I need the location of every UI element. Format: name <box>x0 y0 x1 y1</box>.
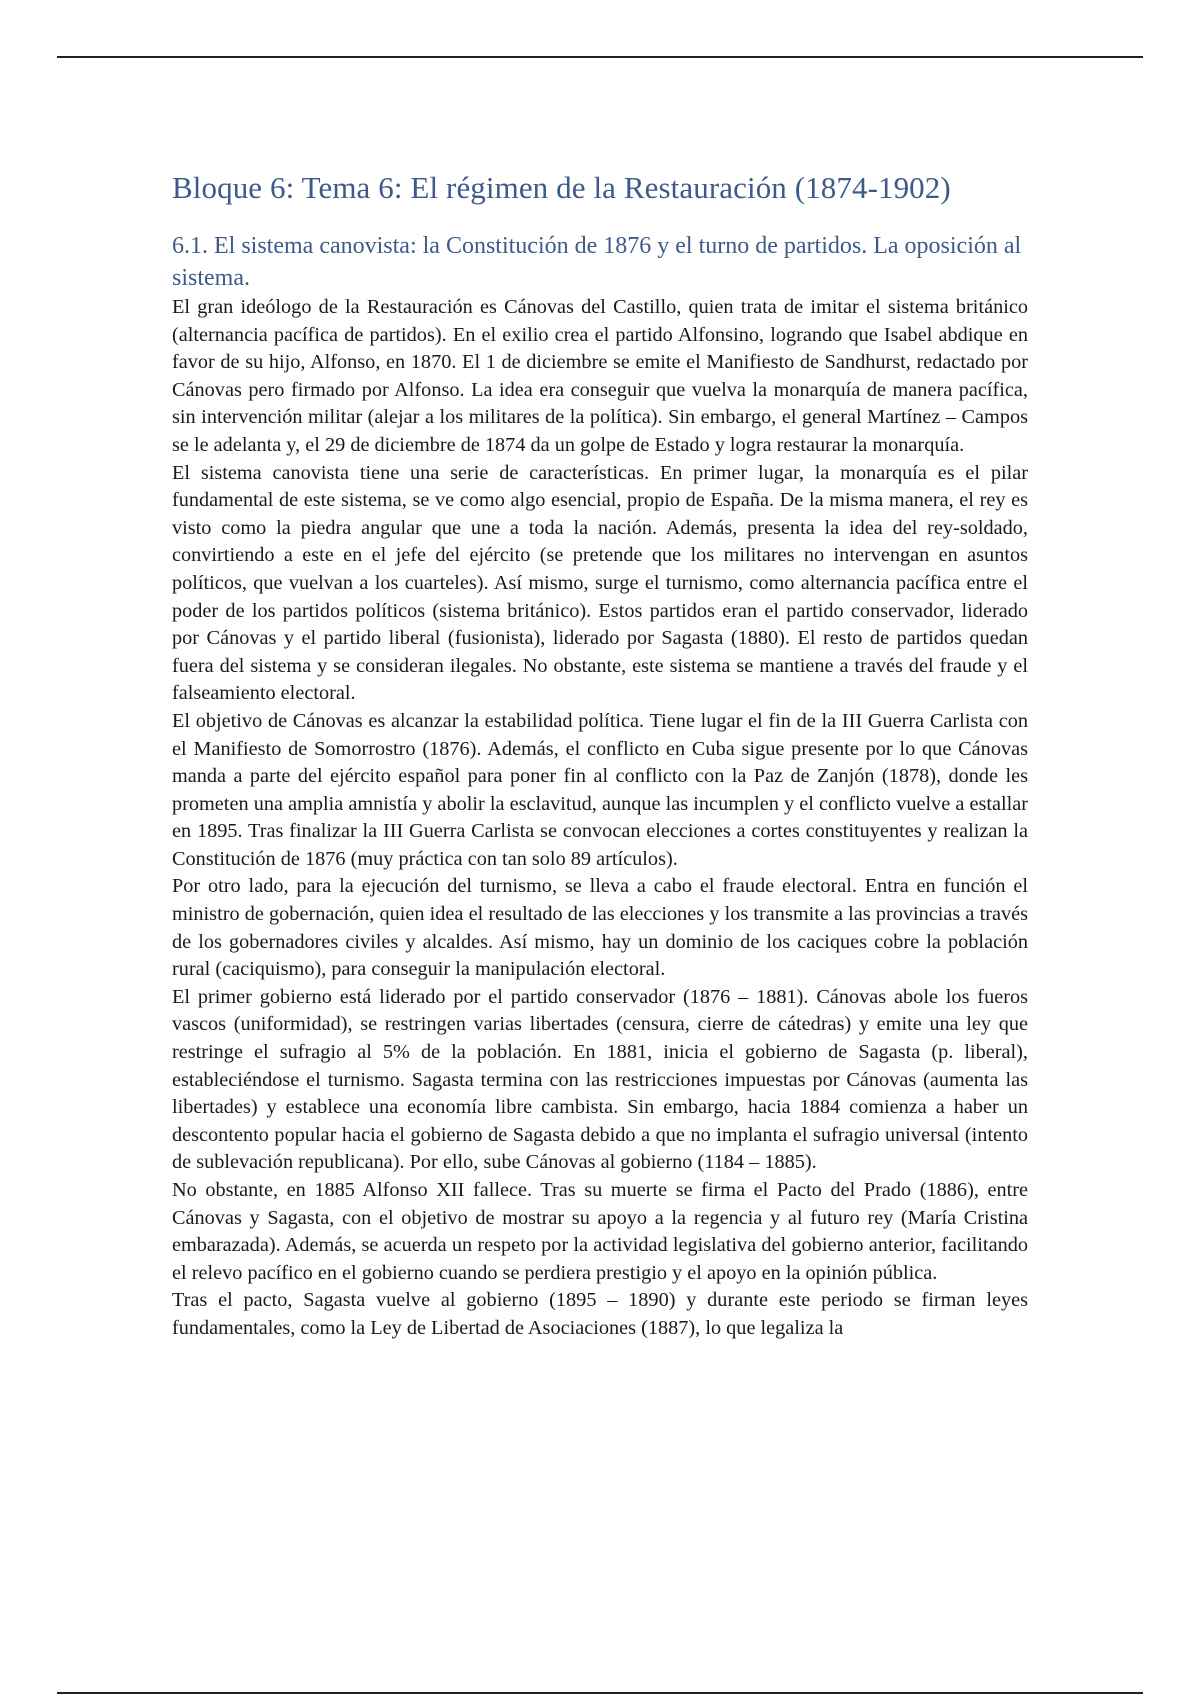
paragraph-1: El gran ideólogo de la Restauración es Cánovas del Castillo, quien trata de imitar el sistema británico (alternancia pacífica de partidos). En el exilio crea el partido Alfonsino, logrando que Isabel abdique en favor de su hijo, Alfonso, en 1870. El 1 de diciembre se emite el Manifiesto de Sandhurst, redactado por Cánovas pero firmado por Alfonso. La idea era conseguir que vuelva la monarquía de manera pacífica, sin intervención militar (alejar a los militares de la política). Sin embargo, el general Martínez – Campos se le adelanta y, el 29 de diciembre de 1874 da un golpe de Estado y logra restaurar la monarquía. <box>172 296 1028 456</box>
section-heading: 6.1. El sistema canovista: la Constitución de 1876 y el turno de partidos. La oposición al sistema. <box>172 233 1022 291</box>
header-rule <box>57 56 1143 58</box>
paragraph-5: El primer gobierno está liderado por el partido conservador (1876 – 1881). Cánovas abole los fueros vascos (uniformidad), se restringen varias libertades (censura, cierre de cátedras) y emite una ley que restringe el sufragio al 5% de la población. En 1881, inicia el gobierno de Sagasta (p. liberal), estableciéndose el turnismo. Sagasta termina con las restricciones impuestas por Cánovas (aumenta las libertades) y establece una economía libre cambista. Sin embargo, hacia 1884 comienza a haber un descontento popular hacia el gobierno de Sagasta debido a que no implanta el sufragio universal (intento de sublevación republicana). Por ello, sube Cánovas al gobierno (1184 – 1885). <box>172 985 1028 1174</box>
paragraph-2: El sistema canovista tiene una serie de características. En primer lugar, la monarquía es el pilar fundamental de este sistema, se ve como algo esencial, propio de España. De la misma manera, el rey es visto como la piedra angular que une a toda la nación. Además, presenta la idea del rey-soldado, convirtiendo a este en el jefe del ejército (se pretende que los militares no intervengan en asuntos políticos, que vuelvan a los cuarteles). Así mismo, surge el turnismo, como alternancia pacífica entre el poder de los partidos políticos (sistema británico). Estos partidos eran el partido conservador, liderado por Cánovas y el partido liberal (fusionista), liderado por Sagasta (1880). El resto de partidos quedan fuera del sistema y se consideran ilegales. No obstante, este sistema se mantiene a través del fraude y el falseamiento electoral. <box>172 461 1028 705</box>
paragraph-3: El objetivo de Cánovas es alcanzar la estabilidad política. Tiene lugar el fin de la III Guerra Carlista con el Manifiesto de Somorrostro (1876). Además, el conflicto en Cuba sigue presente por lo que Cánovas manda a parte del ejército español para poner fin al conflicto con la Paz de Zanjón (1878), donde les prometen una amplia amnistía y abolir la esclavitud, aunque las incumplen y el conflicto vuelve a estallar en 1895. Tras finalizar la III Guerra Carlista se convocan elecciones a cortes constituyentes y realizan la Constitución de 1876 (muy práctica con tan solo 89 artículos). <box>172 709 1028 870</box>
footer-rule <box>57 1692 1143 1694</box>
paragraph-6: No obstante, en 1885 Alfonso XII fallece. Tras su muerte se firma el Pacto del Prado (1886), entre Cánovas y Sagasta, con el objetivo de mostrar su apoyo a la regencia y al futuro rey (María Cristina embarazada). Además, se acuerda un respeto por la actividad legislativa del gobierno anterior, facilitando el relevo pacífico en el gobierno cuando se perdiera prestigio y el apoyo en la opinión pública. <box>172 1179 1028 1284</box>
document-title: Bloque 6: Tema 6: El régimen de la Restauración (1874-1902) <box>172 170 951 205</box>
document-body <box>172 168 1028 1343</box>
paragraph-7: Tras el pacto, Sagasta vuelve al gobierno (1895 – 1890) y durante este periodo se firman leyes fundamentales, como la Ley de Libertad de Asociaciones (1887), lo que legaliza la <box>172 1289 1028 1339</box>
paragraph-4: Por otro lado, para la ejecución del turnismo, se lleva a cabo el fraude electoral. Entra en función el ministro de gobernación, quien idea el resultado de las elecciones y los transmite a las provincias a través de los gobernadores civiles y alcaldes. Así mismo, hay un dominio de los caciques cobre la población rural (caciquismo), para conseguir la manipulación electoral. <box>172 875 1028 981</box>
